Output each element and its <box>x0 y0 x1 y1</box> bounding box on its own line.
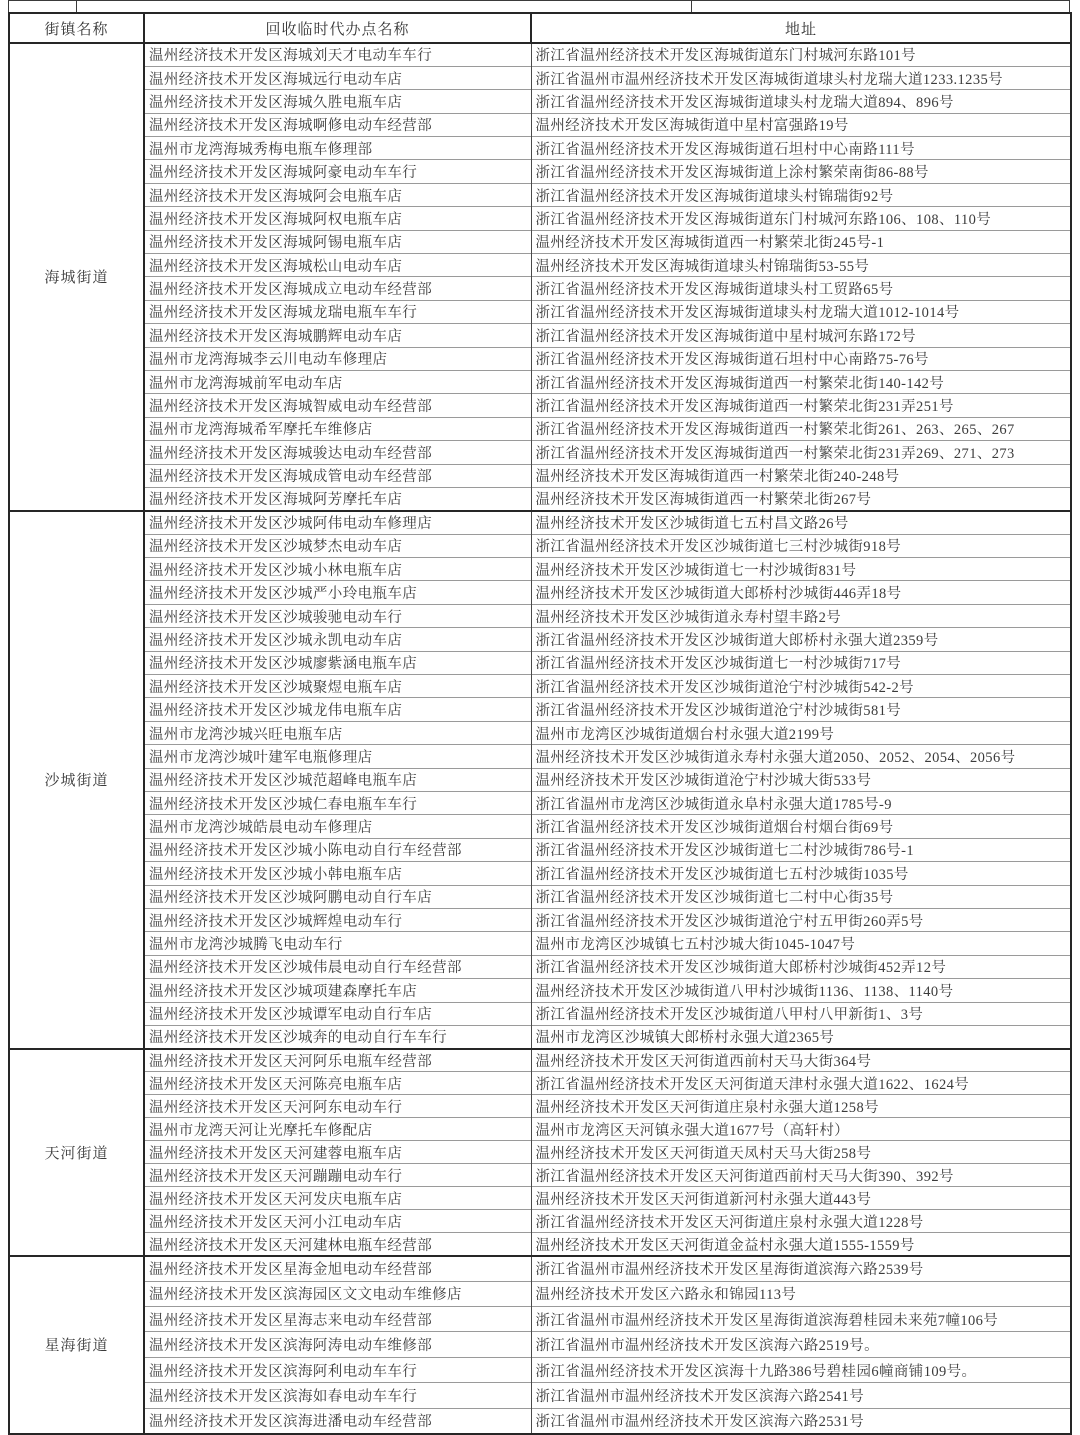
address-cell: 浙江省温州经济技术开发区海城街道埭头村龙瑞大道894、896号 <box>531 90 1071 113</box>
point-name-cell: 温州经济技术开发区海城成管电动车经营部 <box>144 464 531 487</box>
point-name-cell: 温州经济技术开发区沙城仁春电瓶车车行 <box>144 792 531 815</box>
table-row <box>9 1256 1071 1281</box>
table-row <box>9 1357 1071 1382</box>
point-name-cell: 温州经济技术开发区海城阿芳摩托车店 <box>144 487 531 510</box>
point-name-cell: 温州市龙湾沙城皓晨电动车修理店 <box>144 815 531 838</box>
address-cell: 温州市龙湾区天河镇永强大道1677号（高轩村） <box>531 1118 1071 1141</box>
point-name-cell: 温州经济技术开发区天河阿东电动车行 <box>144 1095 531 1118</box>
address-cell: 浙江省温州经济技术开发区海城街道中星村城河东路172号 <box>531 324 1071 347</box>
table-row <box>9 955 1071 978</box>
table-row <box>9 1210 1071 1233</box>
table-row <box>9 324 1071 347</box>
point-name-cell: 温州经济技术开发区海城啊修电动车经营部 <box>144 113 531 136</box>
table-row <box>9 254 1071 277</box>
point-name-cell: 温州经济技术开发区沙城骏驰电动车行 <box>144 604 531 627</box>
table-body <box>9 43 1071 1434</box>
table-row <box>9 1332 1071 1357</box>
address-cell: 浙江省温州经济技术开发区海城街道西一村繁荣北街261、263、265、267 <box>531 417 1071 440</box>
group-name-cell: 海城街道 <box>9 43 144 511</box>
header-point-name: 回收临时代办点名称 <box>144 13 531 43</box>
point-name-cell: 温州经济技术开发区沙城龙伟电瓶车店 <box>144 698 531 721</box>
address-cell: 温州市龙湾区沙城街道烟台村永强大道2199号 <box>531 721 1071 744</box>
address-cell: 浙江省温州市温州经济技术开发区海城街道埭头村龙瑞大道1233.1235号 <box>531 66 1071 89</box>
point-name-cell: 温州经济技术开发区沙城永凯电动车店 <box>144 628 531 651</box>
table-row <box>9 43 1071 66</box>
table-row <box>9 675 1071 698</box>
address-cell: 温州经济技术开发区天河街道金益村永强大道1555-1559号 <box>531 1233 1071 1256</box>
point-name-cell: 温州市龙湾沙城兴旺电瓶车店 <box>144 721 531 744</box>
address-cell: 温州经济技术开发区天河街道西前村天马大街364号 <box>531 1049 1071 1072</box>
address-cell: 温州经济技术开发区沙城街道沧宁村沙城大街533号 <box>531 768 1071 791</box>
recycle-points-table <box>8 12 1072 1435</box>
point-name-cell: 温州市龙湾海城秀梅电瓶车修理部 <box>144 137 531 160</box>
table-row <box>9 1072 1071 1095</box>
address-cell: 浙江省温州经济技术开发区沙城街道沧宁村沙城街542-2号 <box>531 675 1071 698</box>
address-cell: 浙江省温州经济技术开发区海城街道石坦村中心南路75-76号 <box>531 347 1071 370</box>
table-row <box>9 300 1071 323</box>
point-name-cell: 温州经济技术开发区海城阿权电瓶车店 <box>144 207 531 230</box>
table-row <box>9 698 1071 721</box>
address-cell: 浙江省温州经济技术开发区海城街道东门村城河东路106、108、110号 <box>531 207 1071 230</box>
address-cell: 浙江省温州经济技术开发区海城街道西一村繁荣北街140-142号 <box>531 370 1071 393</box>
address-cell: 浙江省温州经济技术开发区滨海十九路386号碧桂园6幢商铺109号。 <box>531 1357 1071 1382</box>
table-row <box>9 417 1071 440</box>
table-row <box>9 1141 1071 1164</box>
address-cell: 浙江省温州经济技术开发区沙城街道烟台村烟台街69号 <box>531 815 1071 838</box>
address-cell: 浙江省温州经济技术开发区沙城街道七二村沙城街786号-1 <box>531 838 1071 861</box>
point-name-cell: 温州经济技术开发区滨海阿涛电动车维修部 <box>144 1332 531 1357</box>
address-cell: 温州市龙湾区沙城镇大郎桥村永强大道2365号 <box>531 1025 1071 1048</box>
address-cell: 浙江省温州市龙湾区沙城街道永阜村永强大道1785号-9 <box>531 792 1071 815</box>
point-name-cell: 温州经济技术开发区沙城小林电瓶车店 <box>144 558 531 581</box>
address-cell: 浙江省温州经济技术开发区沙城街道八甲村八甲新街1、3号 <box>531 1002 1071 1025</box>
point-name-cell: 温州经济技术开发区沙城伟晨电动自行车经营部 <box>144 955 531 978</box>
point-name-cell: 温州经济技术开发区沙城阿伟电动车修理店 <box>144 511 531 534</box>
point-name-cell: 温州经济技术开发区沙城严小玲电瓶车店 <box>144 581 531 604</box>
table-row <box>9 370 1071 393</box>
table-row <box>9 207 1071 230</box>
table-row <box>9 1025 1071 1048</box>
header-street-name: 街镇名称 <box>9 13 144 43</box>
address-cell: 浙江省温州经济技术开发区天河街道天津村永强大道1622、1624号 <box>531 1072 1071 1095</box>
address-cell: 浙江省温州市温州经济技术开发区滨海六路2519号。 <box>531 1332 1071 1357</box>
address-cell: 温州经济技术开发区天河街道新河村永强大道443号 <box>531 1187 1071 1210</box>
point-name-cell: 温州经济技术开发区海城松山电动车店 <box>144 254 531 277</box>
point-name-cell: 温州经济技术开发区海城久胜电瓶车店 <box>144 90 531 113</box>
table-row <box>9 441 1071 464</box>
point-name-cell: 温州经济技术开发区沙城小陈电动自行车经营部 <box>144 838 531 861</box>
address-cell: 温州经济技术开发区沙城街道永寿村永强大道2050、2052、2054、2056号 <box>531 745 1071 768</box>
point-name-cell: 温州市龙湾海城前军电动车店 <box>144 370 531 393</box>
address-cell: 浙江省温州经济技术开发区海城街道埭头村工贸路65号 <box>531 277 1071 300</box>
table-row <box>9 908 1071 931</box>
address-cell: 浙江省温州经济技术开发区海城街道西一村繁荣北街231弄251号 <box>531 394 1071 417</box>
table-row <box>9 815 1071 838</box>
table-row <box>9 183 1071 206</box>
table-fragment-top <box>8 0 1070 12</box>
table-row <box>9 628 1071 651</box>
address-cell: 温州经济技术开发区沙城街道七一村沙城街831号 <box>531 558 1071 581</box>
point-name-cell: 温州经济技术开发区天河建林电瓶车经营部 <box>144 1233 531 1256</box>
point-name-cell: 温州经济技术开发区海城刘天才电动车车行 <box>144 43 531 66</box>
table-row <box>9 885 1071 908</box>
table-row <box>9 604 1071 627</box>
table-row <box>9 277 1071 300</box>
table-row <box>9 1408 1071 1433</box>
point-name-cell: 温州经济技术开发区沙城范超峰电瓶车店 <box>144 768 531 791</box>
table-row <box>9 1049 1071 1072</box>
point-name-cell: 温州市龙湾沙城腾飞电动车行 <box>144 932 531 955</box>
address-cell: 浙江省温州经济技术开发区沙城街道大郎桥村沙城街452弄12号 <box>531 955 1071 978</box>
table-row <box>9 137 1071 160</box>
address-cell: 温州经济技术开发区海城街道中星村富强路19号 <box>531 113 1071 136</box>
table-row <box>9 721 1071 744</box>
table-row <box>9 768 1071 791</box>
point-name-cell: 温州经济技术开发区沙城小韩电瓶车店 <box>144 862 531 885</box>
point-name-cell: 温州经济技术开发区滨海如春电动车车行 <box>144 1383 531 1408</box>
table-row <box>9 1164 1071 1187</box>
point-name-cell: 温州经济技术开发区沙城谭军电动自行车店 <box>144 1002 531 1025</box>
point-name-cell: 温州经济技术开发区沙城阿鹏电动自行车店 <box>144 885 531 908</box>
point-name-cell: 温州经济技术开发区沙城奔的电动自行车车行 <box>144 1025 531 1048</box>
address-cell: 温州经济技术开发区海城街道西一村繁荣北街240-248号 <box>531 464 1071 487</box>
point-name-cell: 温州经济技术开发区星海志来电动车经营部 <box>144 1307 531 1332</box>
table-row <box>9 113 1071 136</box>
point-name-cell: 温州市龙湾海城希军摩托车维修店 <box>144 417 531 440</box>
table-row <box>9 347 1071 370</box>
address-cell: 温州经济技术开发区沙城街道八甲村沙城街1136、1138、1140号 <box>531 979 1071 1002</box>
address-cell: 浙江省温州经济技术开发区海城街道埭头村龙瑞大道1012-1014号 <box>531 300 1071 323</box>
point-name-cell: 温州经济技术开发区滨海进潘电动车经营部 <box>144 1408 531 1433</box>
address-cell: 浙江省温州经济技术开发区天河街道庄泉村永强大道1228号 <box>531 1210 1071 1233</box>
address-cell: 浙江省温州经济技术开发区海城街道石坦村中心南路111号 <box>531 137 1071 160</box>
address-cell: 温州经济技术开发区海城街道埭头村锦瑞街53-55号 <box>531 254 1071 277</box>
point-name-cell: 温州经济技术开发区海城阿锡电瓶车店 <box>144 230 531 253</box>
table-row <box>9 862 1071 885</box>
point-name-cell: 温州经济技术开发区星海金旭电动车经营部 <box>144 1256 531 1281</box>
table-row <box>9 464 1071 487</box>
table-row <box>9 651 1071 674</box>
address-cell: 浙江省温州经济技术开发区沙城街道七三村沙城街918号 <box>531 534 1071 557</box>
point-name-cell: 温州经济技术开发区天河蹦蹦电动车行 <box>144 1164 531 1187</box>
table-row <box>9 581 1071 604</box>
table-row <box>9 1383 1071 1408</box>
point-name-cell: 温州经济技术开发区海城成立电动车经营部 <box>144 277 531 300</box>
table-row <box>9 394 1071 417</box>
address-cell: 浙江省温州经济技术开发区沙城街道七一村沙城街717号 <box>531 651 1071 674</box>
point-name-cell: 温州经济技术开发区滨海阿利电动车车行 <box>144 1357 531 1382</box>
address-cell: 温州经济技术开发区沙城街道大郎桥村沙城街446弄18号 <box>531 581 1071 604</box>
point-name-cell: 温州经济技术开发区海城龙瑞电瓶车车行 <box>144 300 531 323</box>
address-cell: 浙江省温州市温州经济技术开发区星海街道滨海碧桂园未来苑7幢106号 <box>531 1307 1071 1332</box>
table-row <box>9 979 1071 1002</box>
point-name-cell: 温州经济技术开发区海城鹏辉电动车店 <box>144 324 531 347</box>
point-name-cell: 温州经济技术开发区沙城梦杰电动车店 <box>144 534 531 557</box>
table-row <box>9 90 1071 113</box>
point-name-cell: 温州经济技术开发区沙城项建森摩托车店 <box>144 979 531 1002</box>
recycle-points-table-wrap <box>8 0 1070 1435</box>
point-name-cell: 温州经济技术开发区天河陈亮电瓶车店 <box>144 1072 531 1095</box>
header-row <box>9 13 1071 43</box>
table-row <box>9 230 1071 253</box>
table-row <box>9 932 1071 955</box>
address-cell: 浙江省温州经济技术开发区海城街道东门村城河东路101号 <box>531 43 1071 66</box>
address-cell: 浙江省温州经济技术开发区天河街道西前村天马大街390、392号 <box>531 1164 1071 1187</box>
address-cell: 浙江省温州经济技术开发区海城街道西一村繁荣北街231弄269、271、273 <box>531 441 1071 464</box>
address-cell: 温州经济技术开发区沙城街道永寿村望丰路2号 <box>531 604 1071 627</box>
address-cell: 浙江省温州市温州经济技术开发区滨海六路2541号 <box>531 1383 1071 1408</box>
address-cell: 温州经济技术开发区海城街道西一村繁荣北街245号-1 <box>531 230 1071 253</box>
point-name-cell: 温州经济技术开发区沙城辉煌电动车行 <box>144 908 531 931</box>
address-cell: 浙江省温州市温州经济技术开发区滨海六路2531号 <box>531 1408 1071 1433</box>
table-row <box>9 1095 1071 1118</box>
point-name-cell: 温州市龙湾海城李云川电动车修理店 <box>144 347 531 370</box>
point-name-cell: 温州经济技术开发区天河阿乐电瓶车经营部 <box>144 1049 531 1072</box>
point-name-cell: 温州市龙湾天河让光摩托车修配店 <box>144 1118 531 1141</box>
address-cell: 浙江省温州经济技术开发区沙城街道大郎桥村永强大道2359号 <box>531 628 1071 651</box>
fragment-divider <box>76 1 77 12</box>
address-cell: 温州经济技术开发区天河街道天凤村天马大街258号 <box>531 1141 1071 1164</box>
table-row <box>9 745 1071 768</box>
address-cell: 温州经济技术开发区天河街道庄泉村永强大道1258号 <box>531 1095 1071 1118</box>
address-cell: 浙江省温州经济技术开发区沙城街道七五村沙城街1035号 <box>531 862 1071 885</box>
fragment-divider <box>691 1 692 12</box>
point-name-cell: 温州经济技术开发区海城智威电动车经营部 <box>144 394 531 417</box>
point-name-cell: 温州经济技术开发区海城阿会电瓶车店 <box>144 183 531 206</box>
address-cell: 浙江省温州经济技术开发区沙城街道沧宁村五甲街260弄5号 <box>531 908 1071 931</box>
address-cell: 浙江省温州市温州经济技术开发区星海街道滨海六路2539号 <box>531 1256 1071 1281</box>
table-row <box>9 1187 1071 1210</box>
group-name-cell: 沙城街道 <box>9 511 144 1049</box>
point-name-cell: 温州经济技术开发区天河发庆电瓶车店 <box>144 1187 531 1210</box>
table-row <box>9 66 1071 89</box>
table-row <box>9 838 1071 861</box>
address-cell: 浙江省温州经济技术开发区沙城街道沧宁村沙城街581号 <box>531 698 1071 721</box>
address-cell: 浙江省温州经济技术开发区海城街道上涂村繁荣南街86-88号 <box>531 160 1071 183</box>
group-name-cell: 星海街道 <box>9 1256 144 1434</box>
address-cell: 浙江省温州经济技术开发区海城街道埭头村锦瑞街92号 <box>531 183 1071 206</box>
point-name-cell: 温州经济技术开发区天河小江电动车店 <box>144 1210 531 1233</box>
table-row <box>9 511 1071 534</box>
address-cell: 温州经济技术开发区海城街道西一村繁荣北街267号 <box>531 487 1071 510</box>
table-row <box>9 792 1071 815</box>
point-name-cell: 温州经济技术开发区沙城聚煜电瓶车店 <box>144 675 531 698</box>
group-name-cell: 天河街道 <box>9 1049 144 1256</box>
point-name-cell: 温州经济技术开发区海城阿豪电动车车行 <box>144 160 531 183</box>
table-row <box>9 1118 1071 1141</box>
point-name-cell: 温州经济技术开发区滨海园区文文电动车维修店 <box>144 1281 531 1306</box>
address-cell: 温州市龙湾区沙城镇七五村沙城大街1045-1047号 <box>531 932 1071 955</box>
point-name-cell: 温州经济技术开发区海城远行电动车店 <box>144 66 531 89</box>
address-cell: 温州经济技术开发区沙城街道七五村昌文路26号 <box>531 511 1071 534</box>
table-row <box>9 534 1071 557</box>
table-row <box>9 1002 1071 1025</box>
table-row <box>9 1307 1071 1332</box>
address-cell: 浙江省温州经济技术开发区沙城街道七二村中心街35号 <box>531 885 1071 908</box>
table-row <box>9 558 1071 581</box>
point-name-cell: 温州经济技术开发区海城骏达电动车经营部 <box>144 441 531 464</box>
point-name-cell: 温州经济技术开发区天河建蓉电瓶车店 <box>144 1141 531 1164</box>
address-cell: 温州经济技术开发区六路永和锦园113号 <box>531 1281 1071 1306</box>
table-row <box>9 487 1071 510</box>
point-name-cell: 温州经济技术开发区沙城廖紫涵电瓶车店 <box>144 651 531 674</box>
table-row <box>9 160 1071 183</box>
table-row <box>9 1281 1071 1306</box>
header-address: 地址 <box>531 13 1071 43</box>
point-name-cell: 温州市龙湾沙城叶建军电瓶修理店 <box>144 745 531 768</box>
table-row <box>9 1233 1071 1256</box>
